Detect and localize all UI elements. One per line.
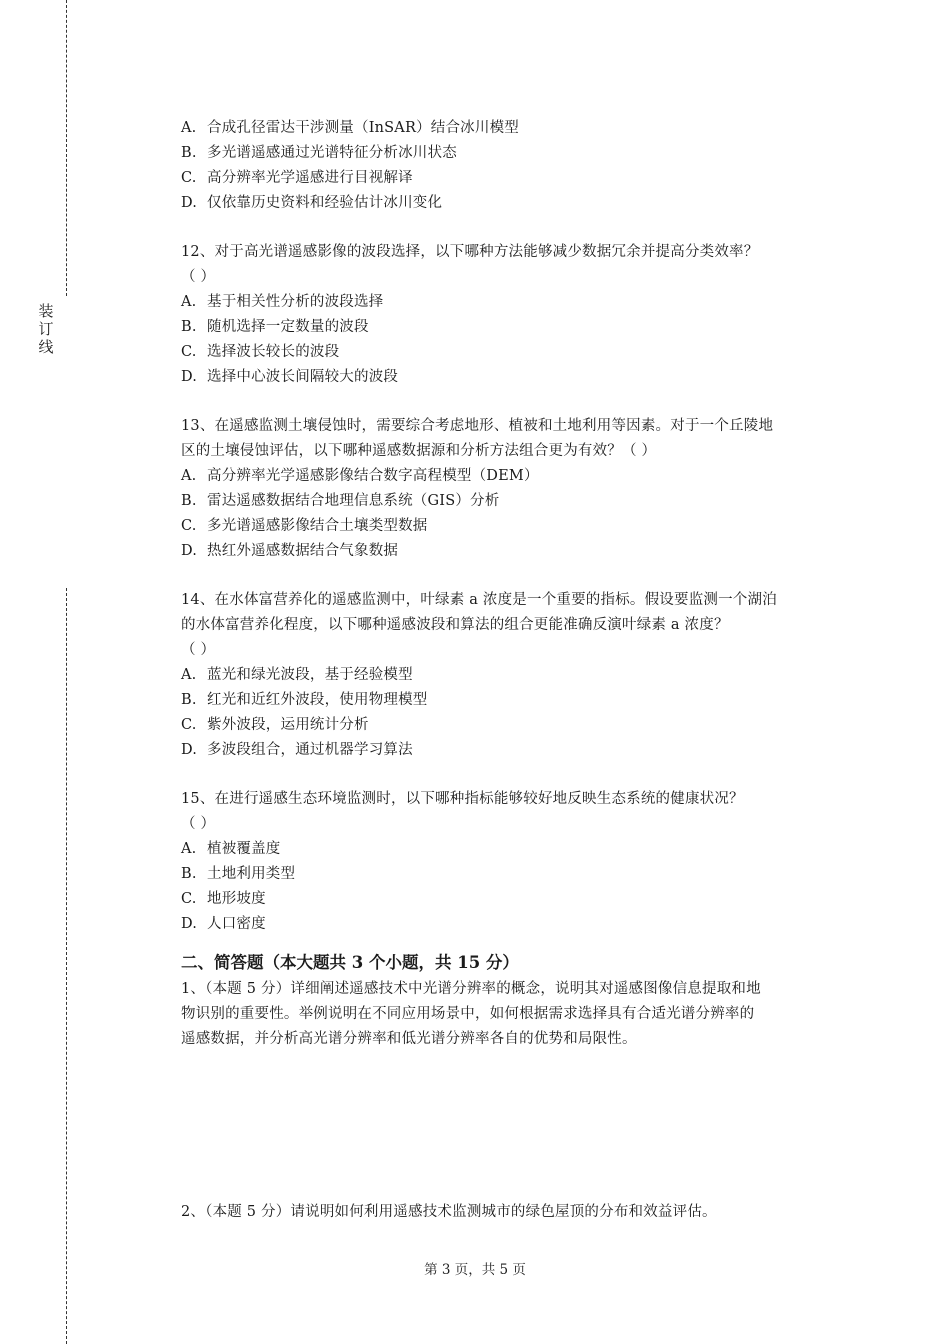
question-stem: 物识别的重要性。举例说明在不同应用场景中，如何根据需求选择具有合适光谱分辨率的 xyxy=(181,1006,755,1022)
answer-blank: （ ） xyxy=(181,816,216,832)
binding-char: 订 xyxy=(38,320,54,338)
short-answer-2 xyxy=(181,1200,841,1225)
option-a: A. 植被覆盖度 xyxy=(181,841,281,857)
question-12 xyxy=(181,240,841,390)
option-d: D. 仅依靠历史资料和经验估计冰川变化 xyxy=(181,195,443,211)
option-b: B. 红光和近红外波段，使用物理模型 xyxy=(181,692,428,708)
question-stem: 2、（本题 5 分）请说明如何利用遥感技术监测城市的绿色屋顶的分布和效益评估。 xyxy=(181,1204,717,1220)
binding-line-top xyxy=(66,0,67,296)
question-stem: 的水体富营养化程度，以下哪种遥感波段和算法的组合更能准确反演叶绿素 a 浓度？ xyxy=(181,617,729,633)
question-stem: 遥感数据，并分析高光谱分辨率和低光谱分辨率各自的优势和局限性。 xyxy=(181,1031,637,1047)
answer-blank: （ ） xyxy=(181,642,216,658)
section-title: 二、简答题（本大题共 3 个小题，共 15 分） xyxy=(181,953,519,972)
binding-char: 装 xyxy=(38,302,54,320)
question-11-options xyxy=(181,116,841,216)
option-c: C. 高分辨率光学遥感进行目视解译 xyxy=(181,170,413,186)
question-14 xyxy=(181,588,841,763)
option-d: D. 多波段组合，通过机器学习算法 xyxy=(181,742,413,758)
question-15 xyxy=(181,787,841,937)
option-a: A. 蓝光和绿光波段，基于经验模型 xyxy=(181,667,413,683)
option-a: A. 高分辨率光学遥感影像结合数字高程模型（DEM） xyxy=(181,468,539,484)
option-c: C. 多光谱遥感影像结合土壤类型数据 xyxy=(181,518,428,534)
question-stem: 15、在进行遥感生态环境监测时，以下哪种指标能够较好地反映生态系统的健康状况？ xyxy=(181,791,744,807)
question-stem: 13、在遥感监测土壤侵蚀时，需要综合考虑地形、植被和土地利用等因素。对于一个丘陵地 xyxy=(181,418,774,434)
option-c: C. 地形坡度 xyxy=(181,891,266,907)
option-a: A. 合成孔径雷达干涉测量（InSAR）结合冰川模型 xyxy=(181,120,519,136)
option-a: A. 基于相关性分析的波段选择 xyxy=(181,294,384,310)
question-stem: 区的土壤侵蚀评估，以下哪种遥感数据源和分析方法组合更为有效？（ ） xyxy=(181,443,657,459)
exam-content xyxy=(181,116,841,1225)
answer-blank: （ ） xyxy=(181,269,216,285)
option-c: C. 选择波长较长的波段 xyxy=(181,344,340,360)
option-b: B. 土地利用类型 xyxy=(181,866,296,882)
option-d: D. 人口密度 xyxy=(181,916,266,932)
binding-char: 线 xyxy=(38,338,54,356)
short-answer-1 xyxy=(181,977,841,1052)
option-d: D. 选择中心波长间隔较大的波段 xyxy=(181,369,399,385)
question-stem: 1、（本题 5 分）详细阐述遥感技术中光谱分辨率的概念，说明其对遥感图像信息提取和地 xyxy=(181,981,761,997)
binding-line-bottom xyxy=(66,588,67,1344)
question-stem: 12、对于高光谱遥感影像的波段选择，以下哪种方法能够减少数据冗余并提高分类效率？ xyxy=(181,244,759,260)
option-b: B. 雷达遥感数据结合地理信息系统（GIS）分析 xyxy=(181,493,500,509)
option-c: C. 紫外波段，运用统计分析 xyxy=(181,717,369,733)
question-13 xyxy=(181,414,841,564)
option-d: D. 热红外遥感数据结合气象数据 xyxy=(181,543,399,559)
option-b: B. 随机选择一定数量的波段 xyxy=(181,319,369,335)
page-number: 第 3 页，共 5 页 xyxy=(424,1262,526,1278)
answer-space xyxy=(181,1052,841,1200)
binding-label xyxy=(38,302,54,356)
option-b: B. 多光谱遥感通过光谱特征分析冰川状态 xyxy=(181,145,457,161)
question-stem: 14、在水体富营养化的遥感监测中，叶绿素 a 浓度是一个重要的指标。假设要监测一个湖泊 xyxy=(181,592,777,608)
